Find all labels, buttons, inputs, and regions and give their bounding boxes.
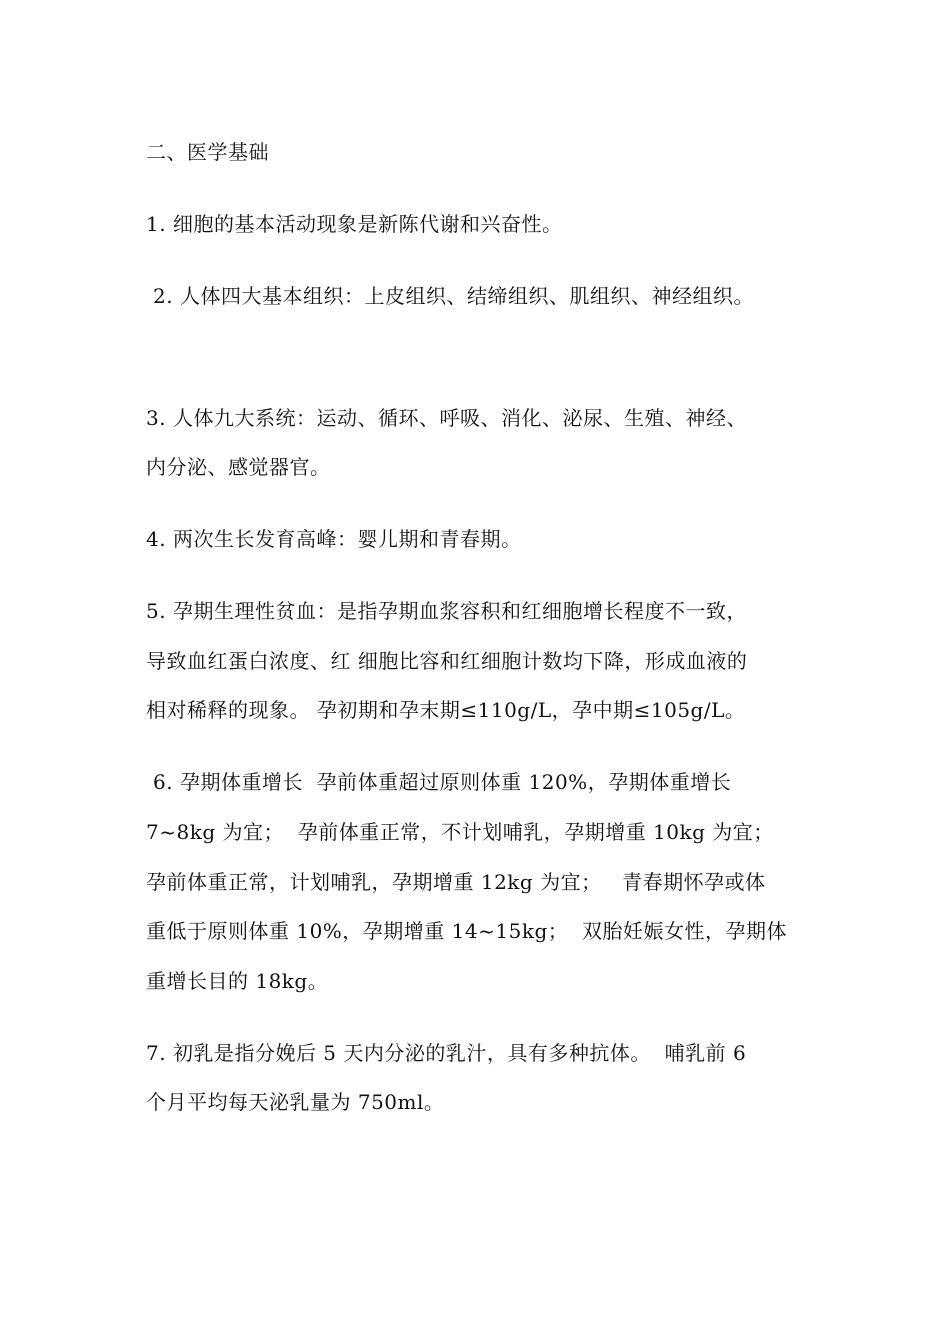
- section-heading: 二、医学基础: [146, 140, 269, 164]
- paragraph-7-line-1: 7. 初乳是指分娩后 5 天内分泌的乳汁，具有多种抗体。 哺乳前 6: [146, 1041, 747, 1065]
- paragraph-6-line-5: 重增长目的 18kg。: [146, 969, 329, 993]
- paragraph-6-line-4: 重低于原则体重 10%，孕期增重 14~15kg； 双胎妊娠女性，孕期体: [146, 919, 787, 943]
- paragraph-7-line-2: 个月平均每天泌乳量为 750ml。: [146, 1090, 445, 1114]
- paragraph-3-line-1: 3. 人体九大系统：运动、循环、呼吸、消化、泌尿、生殖、神经、: [146, 406, 747, 430]
- paragraph-5-line-2: 导致血红蛋白浓度、红 细胞比容和红细胞计数均下降，形成血液的: [146, 649, 748, 673]
- paragraph-4-line-1: 4. 两次生长发育高峰：婴儿期和青春期。: [146, 527, 522, 551]
- paragraph-5-line-3: 相对稀释的现象。 孕初期和孕末期≤110g/L，孕中期≤105g/L。: [146, 698, 746, 722]
- paragraph-3-line-2: 内分泌、感觉器官。: [146, 455, 331, 479]
- paragraph-5-line-1: 5. 孕期生理性贫血：是指孕期血浆容积和红细胞增长程度不一致，: [146, 599, 747, 623]
- paragraph-1-line-1: 1. 细胞的基本活动现象是新陈代谢和兴奋性。: [146, 212, 563, 236]
- paragraph-6-line-1: 6. 孕期体重增长 孕前体重超过原则体重 120%，孕期体重增长: [153, 770, 732, 794]
- paragraph-6-line-2: 7~8kg 为宜； 孕前体重正常，不计划哺乳，孕期增重 10kg 为宜；: [146, 820, 774, 844]
- paragraph-2-line-1: 2. 人体四大基本组织：上皮组织、结缔组织、肌组织、神经组织。: [153, 284, 754, 308]
- paragraph-6-line-3: 孕前体重正常，计划哺乳，孕期增重 12kg 为宜； 青春期怀孕或体: [146, 870, 766, 894]
